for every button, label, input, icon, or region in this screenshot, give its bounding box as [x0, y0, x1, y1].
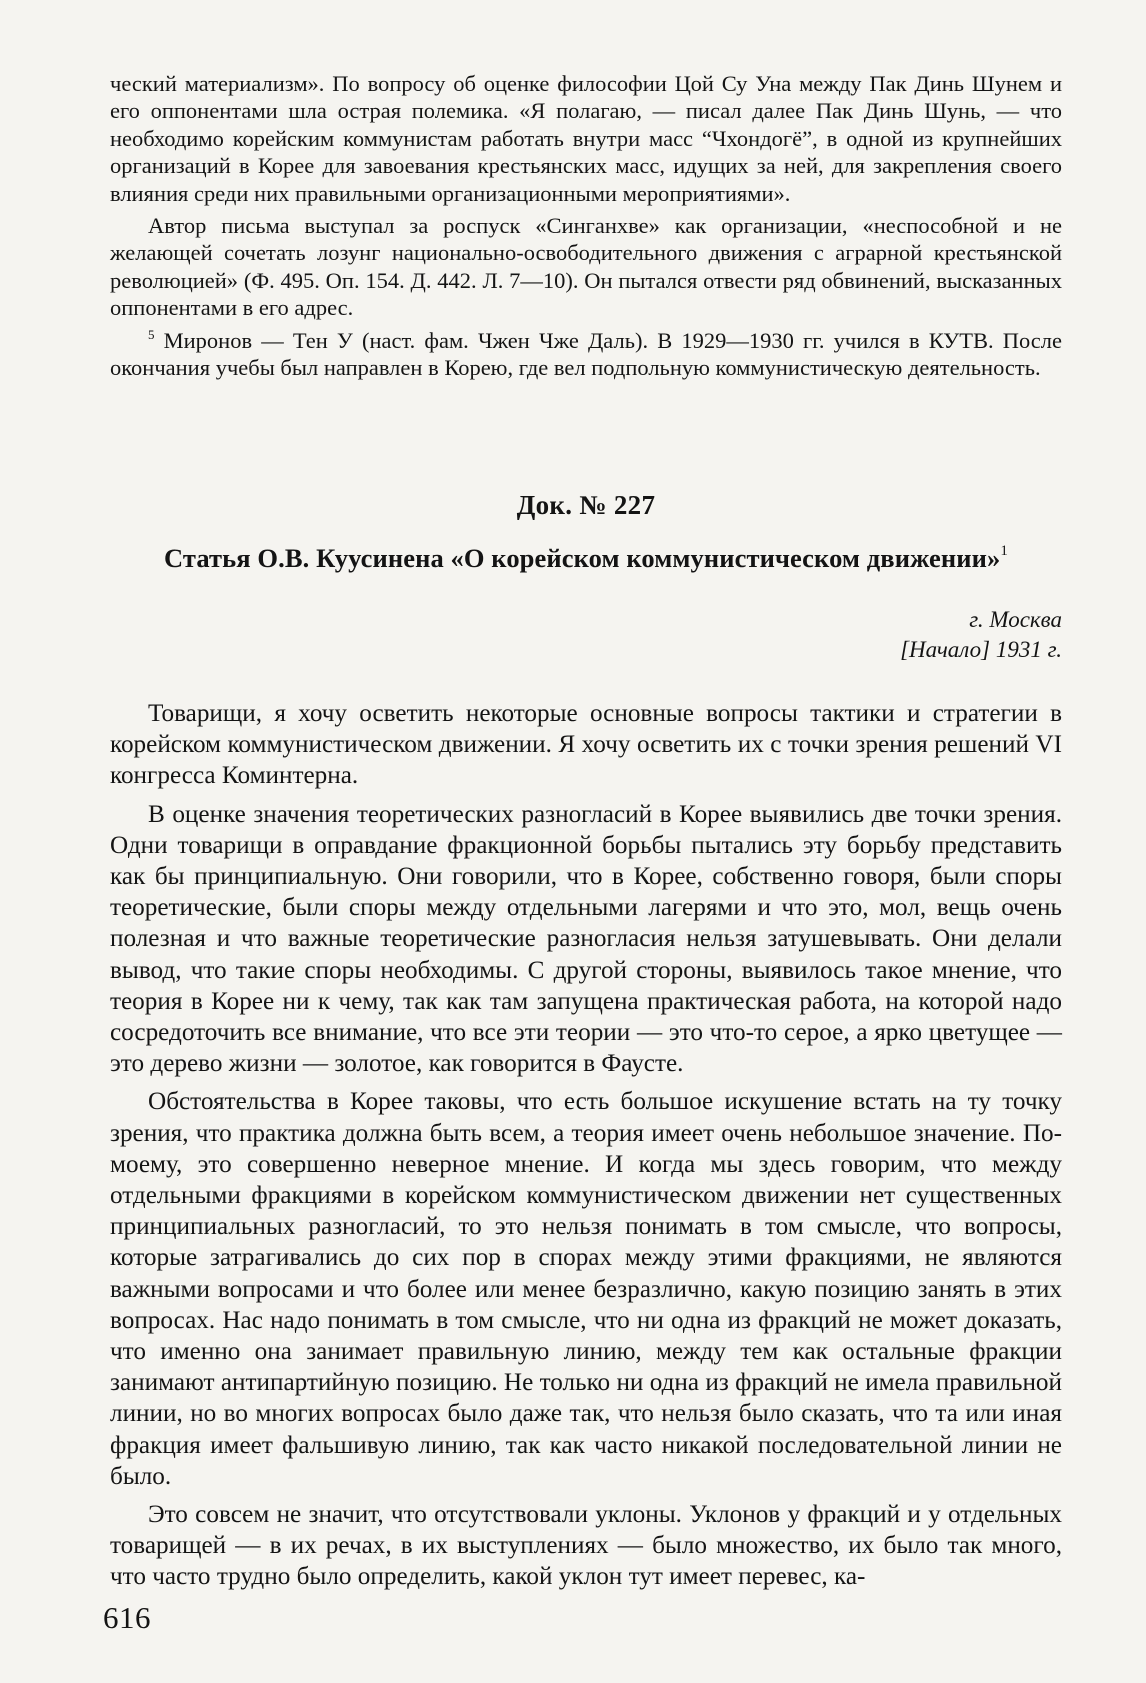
- footnote-5: [110, 327, 1062, 382]
- body-paragraph: В оценке значения теоретических разногласий в Корее выявились две точки зрения. Одни товарищи в оправдание фракционной борьбы пытались эту борьбу представить как бы принципиальную. Они говорили, что в Корее, собственно говоря, были споры теоретические, были споры между отдельными лагерями и что это, мол, вещь очень полезная и что важные теоретические разногласия нельзя затушевывать. Они делали вывод, что такие споры необходимы. С другой стороны, выявилось такое мнение, что теория в Корее ни к чему, так как там запущена практическая работа, на которой надо сосредоточить все внимание, что все эти теории — это что-то серое, а ярко цветущее — это дерево жизни — золотое, как говорится в Фаусте.: [110, 800, 1062, 1078]
- body-paragraph: Обстоятельства в Корее таковы, что есть большое искушение встать на ту точку зрения, что практика должна быть всем, а теория имеет очень небольшое значение. По-моему, это совершенно неверное мнение. И когда мы здесь говорим, что между отдельными фракциями в корейском коммунистическом движении нет существенных принципиальных разногласий, то это нельзя понимать в том смысле, что вопросы, которые затрагивались до сих пор в спорах между этими фракциями, не являются важными вопросами и что более или менее безразлично, какую позицию занять в этих вопросах. Нас надо понимать в том смысле, что ни одна из фракций не может доказать, что именно она занимает правильную линию, между тем как остальные фракции занимают антипартийную позицию. Не только ни одна из фракций не имела правильной линии, но во многих вопросах было даже так, что нельзя было сказать, что та или иная фракция имеет фальшивую линию, так как часто никакой последовательной линии не было.: [110, 1088, 1062, 1490]
- footnote-marker: 5: [148, 326, 155, 342]
- body-paragraph: Это совсем не значит, что отсутствовали уклоны. Уклонов у фракций и у отдельных товарищей — в их речах, в их выступлениях — было множество, их было так много, что часто трудно было определить, какой уклон тут имеет перевес, ка-: [110, 1501, 1062, 1591]
- place-date: [900, 605, 1062, 665]
- footnote-paragraph: Автор письма выступал за роспуск «Синганхве» как организации, «неспособной и не желающей сочетать лозунг национально-освободительного движения с аграрной крестьянской революцией» (Ф. 495. Оп. 154. Д. 442. Л. 7—10). Он пытался отвести ряд обвинений, высказанных оппонентами в его адрес.: [110, 213, 1062, 321]
- document-date: [Начало] 1931 г.: [900, 637, 1062, 662]
- body-paragraph: Товарищи, я хочу осветить некоторые основные вопросы тактики и стратегии в корейском коммунистическом движении. Я хочу осветить их с точки зрения решений VI конгресса Коминтерна.: [110, 700, 1062, 790]
- article-body: [110, 698, 1062, 1593]
- document-title-text: Статья О.В. Куусинена «О корейском коммунистическом движении»: [164, 543, 1001, 573]
- page-number: 616: [103, 1600, 151, 1635]
- document-title: [110, 543, 1062, 574]
- footnotes-section: [110, 70, 1062, 381]
- title-footnote-marker: 1: [1000, 543, 1008, 559]
- footnote-paragraph: ческий материализм». По вопросу об оценке философии Цой Су Уна между Пак Динь Шунем и его оппонентами шла острая полемика. «Я полагаю, — писал далее Пак Динь Шунь, — что необходимо корейским коммунистам работать внутри масс “Чхондогё”, в одной из крупнейших организаций в Корее для завоевания крестьянских масс, идущих за ней, для закрепления своего влияния среди них правильными организационными мероприятиями».: [110, 71, 1062, 206]
- document-number: Док. № 227: [516, 490, 656, 520]
- footnote-text: Миронов — Тен У (наст. фам. Чжен Чже Даль). В 1929—1930 гг. учился в КУТВ. После окончания учебы был направлен в Корею, где вел подпольную коммунистическую деятельность.: [110, 327, 1062, 381]
- document-place: г. Москва: [969, 607, 1062, 632]
